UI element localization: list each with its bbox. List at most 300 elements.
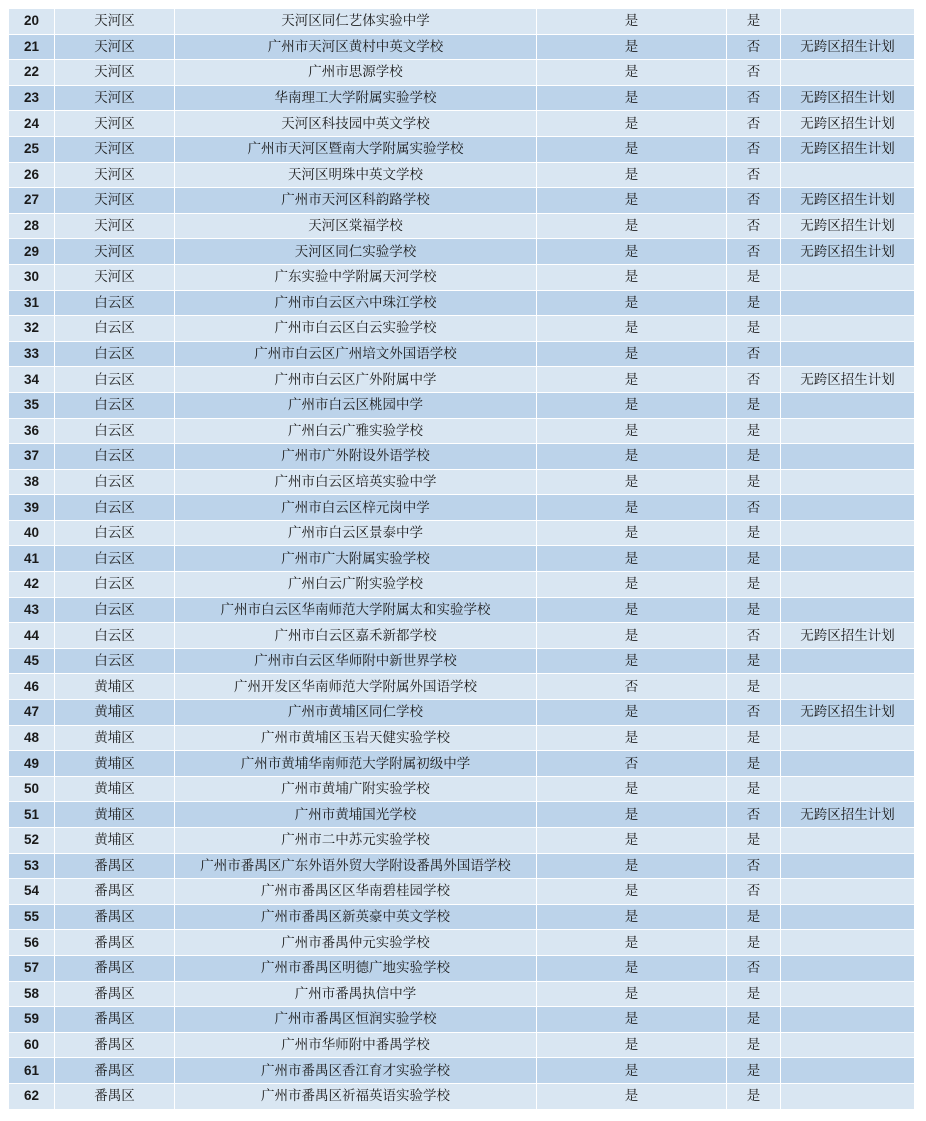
- district-cell: 番禺区: [55, 853, 175, 879]
- table-row: [9, 316, 915, 342]
- school-name-cell: 广州市白云区六中珠江学校: [175, 290, 537, 316]
- school-name-cell: 广州市白云区华南师范大学附属太和实验学校: [175, 597, 537, 623]
- row-number: 37: [9, 444, 55, 470]
- flag-b-cell: 是: [727, 597, 781, 623]
- flag-b-cell: 是: [727, 904, 781, 930]
- district-cell: 白云区: [55, 290, 175, 316]
- school-name-cell: 广州市番禺区香江育才实验学校: [175, 1058, 537, 1084]
- district-cell: 白云区: [55, 392, 175, 418]
- school-name-cell: 广州市黄埔国光学校: [175, 802, 537, 828]
- table-row: [9, 60, 915, 86]
- flag-b-cell: 否: [727, 34, 781, 60]
- row-number: 50: [9, 776, 55, 802]
- district-cell: 天河区: [55, 9, 175, 35]
- row-number: 62: [9, 1083, 55, 1109]
- district-cell: 番禺区: [55, 879, 175, 905]
- flag-a-cell: 是: [537, 341, 727, 367]
- table-row: [9, 674, 915, 700]
- flag-a-cell: 是: [537, 34, 727, 60]
- flag-b-cell: 是: [727, 930, 781, 956]
- school-name-cell: 广东实验中学附属天河学校: [175, 264, 537, 290]
- flag-b-cell: 是: [727, 444, 781, 470]
- flag-b-cell: 否: [727, 136, 781, 162]
- table-row: [9, 597, 915, 623]
- row-number: 20: [9, 9, 55, 35]
- flag-b-cell: 否: [727, 239, 781, 265]
- district-cell: 白云区: [55, 495, 175, 521]
- school-name-cell: 广州市番禺区恒润实验学校: [175, 1007, 537, 1033]
- flag-b-cell: 否: [727, 85, 781, 111]
- flag-a-cell: 是: [537, 546, 727, 572]
- note-cell: 无跨区招生计划: [781, 623, 915, 649]
- district-cell: 番禺区: [55, 1007, 175, 1033]
- flag-a-cell: 是: [537, 904, 727, 930]
- table-row: [9, 623, 915, 649]
- note-cell: [781, 981, 915, 1007]
- flag-a-cell: 是: [537, 290, 727, 316]
- school-name-cell: 广州市番禺区新英豪中英文学校: [175, 904, 537, 930]
- note-cell: 无跨区招生计划: [781, 111, 915, 137]
- flag-b-cell: 否: [727, 802, 781, 828]
- district-cell: 白云区: [55, 367, 175, 393]
- table-row: [9, 341, 915, 367]
- flag-b-cell: 是: [727, 572, 781, 598]
- row-number: 29: [9, 239, 55, 265]
- school-name-cell: 广州市华师附中番禺学校: [175, 1032, 537, 1058]
- note-cell: [781, 955, 915, 981]
- flag-a-cell: 是: [537, 367, 727, 393]
- district-cell: 番禺区: [55, 904, 175, 930]
- row-number: 21: [9, 34, 55, 60]
- flag-a-cell: 是: [537, 316, 727, 342]
- table-row: [9, 264, 915, 290]
- district-cell: 白云区: [55, 648, 175, 674]
- school-name-cell: 广州市白云区嘉禾新都学校: [175, 623, 537, 649]
- row-number: 41: [9, 546, 55, 572]
- row-number: 27: [9, 188, 55, 214]
- district-cell: 白云区: [55, 469, 175, 495]
- row-number: 30: [9, 264, 55, 290]
- table-row: [9, 9, 915, 35]
- row-number: 51: [9, 802, 55, 828]
- row-number: 47: [9, 700, 55, 726]
- flag-a-cell: 是: [537, 700, 727, 726]
- table-row: [9, 367, 915, 393]
- note-cell: 无跨区招生计划: [781, 700, 915, 726]
- flag-a-cell: 是: [537, 495, 727, 521]
- table-row: [9, 546, 915, 572]
- flag-a-cell: 是: [537, 9, 727, 35]
- note-cell: [781, 1083, 915, 1109]
- note-cell: [781, 290, 915, 316]
- district-cell: 黄埔区: [55, 802, 175, 828]
- district-cell: 天河区: [55, 162, 175, 188]
- school-name-cell: 广州市黄埔华南师范大学附属初级中学: [175, 751, 537, 777]
- table-row: [9, 853, 915, 879]
- note-cell: [781, 418, 915, 444]
- school-name-cell: 广州白云广附实验学校: [175, 572, 537, 598]
- flag-a-cell: 是: [537, 1032, 727, 1058]
- school-name-cell: 广州市白云区广外附属中学: [175, 367, 537, 393]
- school-name-cell: 广州市番禺仲元实验学校: [175, 930, 537, 956]
- school-name-cell: 广州市番禺区区华南碧桂园学校: [175, 879, 537, 905]
- school-name-cell: 广州市黄埔区玉岩天健实验学校: [175, 725, 537, 751]
- table-row: [9, 879, 915, 905]
- table-row: [9, 930, 915, 956]
- district-cell: 番禺区: [55, 1058, 175, 1084]
- flag-a-cell: 是: [537, 1058, 727, 1084]
- school-name-cell: 广州市番禺执信中学: [175, 981, 537, 1007]
- flag-a-cell: 是: [537, 111, 727, 137]
- school-name-cell: 广州市二中苏元实验学校: [175, 828, 537, 854]
- flag-b-cell: 否: [727, 341, 781, 367]
- flag-b-cell: 是: [727, 1032, 781, 1058]
- note-cell: 无跨区招生计划: [781, 136, 915, 162]
- row-number: 57: [9, 955, 55, 981]
- district-cell: 天河区: [55, 136, 175, 162]
- row-number: 59: [9, 1007, 55, 1033]
- district-cell: 番禺区: [55, 930, 175, 956]
- note-cell: [781, 469, 915, 495]
- note-cell: [781, 1007, 915, 1033]
- flag-a-cell: 是: [537, 213, 727, 239]
- flag-b-cell: 是: [727, 725, 781, 751]
- note-cell: [781, 520, 915, 546]
- table-row: [9, 392, 915, 418]
- note-cell: [781, 9, 915, 35]
- row-number: 36: [9, 418, 55, 444]
- flag-b-cell: 否: [727, 955, 781, 981]
- table-row: [9, 469, 915, 495]
- flag-b-cell: 否: [727, 495, 781, 521]
- school-name-cell: 广州市白云区华师附中新世界学校: [175, 648, 537, 674]
- flag-b-cell: 是: [727, 290, 781, 316]
- flag-b-cell: 否: [727, 111, 781, 137]
- school-name-cell: 广州市白云区白云实验学校: [175, 316, 537, 342]
- school-name-cell: 广州市天河区暨南大学附属实验学校: [175, 136, 537, 162]
- note-cell: [781, 162, 915, 188]
- note-cell: [781, 648, 915, 674]
- flag-b-cell: 是: [727, 1058, 781, 1084]
- note-cell: [781, 853, 915, 879]
- flag-a-cell: 是: [537, 828, 727, 854]
- row-number: 60: [9, 1032, 55, 1058]
- note-cell: [781, 725, 915, 751]
- row-number: 61: [9, 1058, 55, 1084]
- table-row: [9, 444, 915, 470]
- flag-b-cell: 是: [727, 1083, 781, 1109]
- school-name-cell: 广州开发区华南师范大学附属外国语学校: [175, 674, 537, 700]
- note-cell: [781, 597, 915, 623]
- flag-b-cell: 是: [727, 546, 781, 572]
- table-row: [9, 725, 915, 751]
- note-cell: [781, 904, 915, 930]
- flag-a-cell: 是: [537, 520, 727, 546]
- school-name-cell: 广州市黄埔区同仁学校: [175, 700, 537, 726]
- flag-b-cell: 否: [727, 623, 781, 649]
- school-name-cell: 广州市天河区科韵路学校: [175, 188, 537, 214]
- flag-b-cell: 是: [727, 828, 781, 854]
- school-name-cell: 广州市白云区广州培文外国语学校: [175, 341, 537, 367]
- table-row: [9, 981, 915, 1007]
- flag-b-cell: 是: [727, 264, 781, 290]
- flag-a-cell: 是: [537, 469, 727, 495]
- row-number: 35: [9, 392, 55, 418]
- row-number: 40: [9, 520, 55, 546]
- district-cell: 黄埔区: [55, 828, 175, 854]
- flag-b-cell: 是: [727, 9, 781, 35]
- flag-a-cell: 是: [537, 572, 727, 598]
- district-cell: 白云区: [55, 546, 175, 572]
- row-number: 58: [9, 981, 55, 1007]
- table-row: [9, 520, 915, 546]
- note-cell: [781, 879, 915, 905]
- row-number: 46: [9, 674, 55, 700]
- flag-b-cell: 是: [727, 674, 781, 700]
- flag-b-cell: 是: [727, 520, 781, 546]
- flag-b-cell: 否: [727, 213, 781, 239]
- flag-b-cell: 否: [727, 162, 781, 188]
- district-cell: 番禺区: [55, 1032, 175, 1058]
- district-cell: 白云区: [55, 444, 175, 470]
- flag-a-cell: 是: [537, 392, 727, 418]
- flag-a-cell: 是: [537, 85, 727, 111]
- table-row: [9, 162, 915, 188]
- school-name-cell: 天河区棠福学校: [175, 213, 537, 239]
- flag-b-cell: 否: [727, 853, 781, 879]
- flag-a-cell: 是: [537, 188, 727, 214]
- table-row: [9, 1007, 915, 1033]
- row-number: 25: [9, 136, 55, 162]
- note-cell: [781, 751, 915, 777]
- note-cell: [781, 930, 915, 956]
- flag-a-cell: 是: [537, 418, 727, 444]
- district-cell: 天河区: [55, 239, 175, 265]
- row-number: 49: [9, 751, 55, 777]
- row-number: 28: [9, 213, 55, 239]
- flag-a-cell: 是: [537, 853, 727, 879]
- row-number: 22: [9, 60, 55, 86]
- school-name-cell: 天河区科技园中英文学校: [175, 111, 537, 137]
- table-row: [9, 700, 915, 726]
- table-row: [9, 1083, 915, 1109]
- school-name-cell: 广州白云广雅实验学校: [175, 418, 537, 444]
- school-name-cell: 广州市广大附属实验学校: [175, 546, 537, 572]
- flag-a-cell: 是: [537, 239, 727, 265]
- district-cell: 黄埔区: [55, 751, 175, 777]
- school-name-cell: 广州市白云区培英实验中学: [175, 469, 537, 495]
- row-number: 54: [9, 879, 55, 905]
- school-name-cell: 广州市番禺区祈福英语实验学校: [175, 1083, 537, 1109]
- flag-a-cell: 是: [537, 264, 727, 290]
- note-cell: 无跨区招生计划: [781, 367, 915, 393]
- district-cell: 白云区: [55, 341, 175, 367]
- row-number: 53: [9, 853, 55, 879]
- district-cell: 天河区: [55, 188, 175, 214]
- table-row: [9, 751, 915, 777]
- table-row: [9, 213, 915, 239]
- row-number: 23: [9, 85, 55, 111]
- district-cell: 番禺区: [55, 955, 175, 981]
- table-row: [9, 188, 915, 214]
- note-cell: [781, 495, 915, 521]
- flag-b-cell: 否: [727, 188, 781, 214]
- district-cell: 天河区: [55, 264, 175, 290]
- row-number: 33: [9, 341, 55, 367]
- flag-b-cell: 是: [727, 776, 781, 802]
- row-number: 38: [9, 469, 55, 495]
- school-name-cell: 天河区同仁艺体实验中学: [175, 9, 537, 35]
- school-name-cell: 广州市白云区桃园中学: [175, 392, 537, 418]
- district-cell: 天河区: [55, 60, 175, 86]
- flag-b-cell: 是: [727, 1007, 781, 1033]
- note-cell: [781, 546, 915, 572]
- flag-a-cell: 否: [537, 751, 727, 777]
- district-cell: 白云区: [55, 623, 175, 649]
- flag-a-cell: 是: [537, 162, 727, 188]
- district-cell: 番禺区: [55, 981, 175, 1007]
- note-cell: [781, 1058, 915, 1084]
- district-cell: 白云区: [55, 316, 175, 342]
- flag-a-cell: 是: [537, 981, 727, 1007]
- row-number: 44: [9, 623, 55, 649]
- flag-b-cell: 否: [727, 60, 781, 86]
- district-cell: 白云区: [55, 597, 175, 623]
- row-number: 55: [9, 904, 55, 930]
- district-cell: 黄埔区: [55, 776, 175, 802]
- flag-b-cell: 是: [727, 418, 781, 444]
- table-row: [9, 572, 915, 598]
- district-cell: 天河区: [55, 111, 175, 137]
- note-cell: [781, 828, 915, 854]
- flag-a-cell: 是: [537, 60, 727, 86]
- table-row: [9, 1032, 915, 1058]
- note-cell: 无跨区招生计划: [781, 239, 915, 265]
- table-row: [9, 85, 915, 111]
- school-table-body: [9, 9, 915, 1110]
- row-number: 31: [9, 290, 55, 316]
- row-number: 45: [9, 648, 55, 674]
- table-row: [9, 290, 915, 316]
- flag-a-cell: 是: [537, 444, 727, 470]
- district-cell: 天河区: [55, 85, 175, 111]
- flag-b-cell: 否: [727, 367, 781, 393]
- note-cell: 无跨区招生计划: [781, 85, 915, 111]
- note-cell: [781, 1032, 915, 1058]
- table-row: [9, 239, 915, 265]
- district-cell: 白云区: [55, 520, 175, 546]
- table-row: [9, 1058, 915, 1084]
- row-number: 24: [9, 111, 55, 137]
- table-row: [9, 111, 915, 137]
- flag-b-cell: 是: [727, 981, 781, 1007]
- district-cell: 黄埔区: [55, 700, 175, 726]
- flag-a-cell: 是: [537, 136, 727, 162]
- school-name-cell: 广州市天河区黄村中英文学校: [175, 34, 537, 60]
- row-number: 42: [9, 572, 55, 598]
- district-cell: 天河区: [55, 213, 175, 239]
- table-row: [9, 648, 915, 674]
- note-cell: [781, 341, 915, 367]
- school-name-cell: 广州市番禺区广东外语外贸大学附设番禺外国语学校: [175, 853, 537, 879]
- row-number: 26: [9, 162, 55, 188]
- school-name-cell: 广州市黄埔广附实验学校: [175, 776, 537, 802]
- flag-a-cell: 是: [537, 648, 727, 674]
- flag-a-cell: 是: [537, 1083, 727, 1109]
- note-cell: [781, 60, 915, 86]
- school-name-cell: 天河区明珠中英文学校: [175, 162, 537, 188]
- note-cell: [781, 264, 915, 290]
- row-number: 48: [9, 725, 55, 751]
- note-cell: [781, 316, 915, 342]
- flag-a-cell: 是: [537, 955, 727, 981]
- row-number: 52: [9, 828, 55, 854]
- table-row: [9, 955, 915, 981]
- note-cell: [781, 572, 915, 598]
- district-cell: 天河区: [55, 34, 175, 60]
- school-name-cell: 广州市思源学校: [175, 60, 537, 86]
- district-cell: 黄埔区: [55, 725, 175, 751]
- school-name-cell: 广州市番禺区明德广地实验学校: [175, 955, 537, 981]
- note-cell: 无跨区招生计划: [781, 34, 915, 60]
- flag-a-cell: 否: [537, 674, 727, 700]
- flag-a-cell: 是: [537, 725, 727, 751]
- flag-a-cell: 是: [537, 597, 727, 623]
- flag-b-cell: 是: [727, 392, 781, 418]
- table-row: [9, 802, 915, 828]
- note-cell: [781, 674, 915, 700]
- table-row: [9, 495, 915, 521]
- note-cell: [781, 392, 915, 418]
- note-cell: [781, 444, 915, 470]
- flag-b-cell: 是: [727, 751, 781, 777]
- district-cell: 黄埔区: [55, 674, 175, 700]
- district-cell: 白云区: [55, 418, 175, 444]
- school-table: [8, 8, 915, 1110]
- flag-b-cell: 是: [727, 648, 781, 674]
- flag-b-cell: 是: [727, 469, 781, 495]
- table-row: [9, 828, 915, 854]
- school-name-cell: 广州市白云区景泰中学: [175, 520, 537, 546]
- flag-a-cell: 是: [537, 930, 727, 956]
- note-cell: 无跨区招生计划: [781, 213, 915, 239]
- row-number: 39: [9, 495, 55, 521]
- flag-a-cell: 是: [537, 623, 727, 649]
- table-row: [9, 418, 915, 444]
- flag-b-cell: 否: [727, 879, 781, 905]
- district-cell: 番禺区: [55, 1083, 175, 1109]
- table-row: [9, 34, 915, 60]
- school-name-cell: 广州市广外附设外语学校: [175, 444, 537, 470]
- table-row: [9, 904, 915, 930]
- flag-a-cell: 是: [537, 802, 727, 828]
- note-cell: [781, 776, 915, 802]
- table-row: [9, 776, 915, 802]
- flag-a-cell: 是: [537, 879, 727, 905]
- row-number: 56: [9, 930, 55, 956]
- school-name-cell: 天河区同仁实验学校: [175, 239, 537, 265]
- row-number: 32: [9, 316, 55, 342]
- note-cell: 无跨区招生计划: [781, 188, 915, 214]
- flag-a-cell: 是: [537, 776, 727, 802]
- row-number: 43: [9, 597, 55, 623]
- flag-b-cell: 是: [727, 316, 781, 342]
- table-row: [9, 136, 915, 162]
- note-cell: 无跨区招生计划: [781, 802, 915, 828]
- flag-a-cell: 是: [537, 1007, 727, 1033]
- district-cell: 白云区: [55, 572, 175, 598]
- school-name-cell: 华南理工大学附属实验学校: [175, 85, 537, 111]
